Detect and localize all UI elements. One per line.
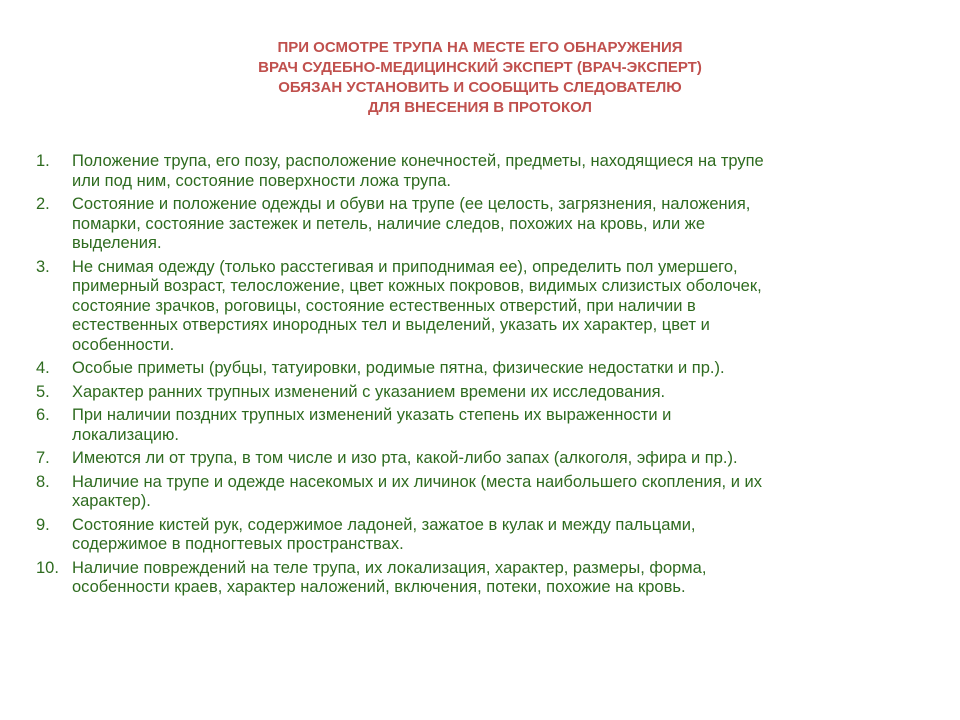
list-item [36, 359, 916, 379]
title-line: ВРАЧ СУДЕБНО-МЕДИЦИНСКИЙ ЭКСПЕРТ (ВРАЧ-ЭКСПЕРТ) [258, 59, 702, 76]
item-text-line: Характер ранних трупных изменений с указанием времени их исследования. [72, 382, 666, 401]
item-text-line: Положение трупа, его позу, расположение конечностей, предметы, находящиеся на трупе [72, 152, 764, 170]
item-number: 5. [36, 382, 50, 401]
item-number: 6. [36, 406, 50, 424]
list-item [36, 152, 916, 191]
list-item [36, 559, 916, 598]
item-text [72, 559, 916, 598]
item-number: 7. [36, 449, 50, 467]
item-number: 9. [36, 515, 50, 534]
list-item [36, 406, 916, 445]
item-number: 10. [36, 558, 59, 577]
list-item [36, 195, 916, 254]
item-text-line: выделения. [72, 234, 162, 252]
item-text-line: локализацию. [72, 425, 179, 444]
item-text-line: естественных отверстиях инородных тел и выделений, указать их характер, цвет и [72, 316, 710, 334]
list-item [36, 383, 916, 403]
item-text [72, 258, 916, 356]
item-text-line: Состояние кистей рук, содержимое ладоней, зажатое в кулак и между пальцами, [72, 515, 696, 534]
item-text-line: характер). [72, 492, 151, 510]
item-text-line: Не снимая одежду (только расстегивая и приподнимая ее), определить пол умершего, [72, 257, 738, 276]
item-text [72, 383, 916, 403]
item-text [72, 516, 916, 555]
item-text-line: Особые приметы (рубцы, татуировки, родимые пятна, физические недостатки и пр.). [72, 359, 725, 377]
item-text-line: или под ним, состояние поверхности ложа трупа. [72, 171, 451, 190]
title-line: ДЛЯ ВНЕСЕНИЯ В ПРОТОКОЛ [368, 99, 592, 116]
item-text-line: Наличие повреждений на теле трупа, их локализация, характер, размеры, форма, [72, 558, 707, 577]
item-number: 3. [36, 257, 50, 276]
list-item [36, 516, 916, 555]
item-text-line: примерный возраст, телосложение, цвет кожных покровов, видимых слизистых оболочек, [72, 277, 762, 295]
item-text-line: Состояние и положение одежды и обуви на трупе (ее целость, загрязнения, наложения, [72, 195, 751, 213]
item-text [72, 473, 916, 512]
item-text-line: особенности. [72, 335, 175, 354]
item-text-line: Имеются ли от трупа, в том числе и изо рта, какой-либо запах (алкоголя, эфира и пр.). [72, 449, 738, 467]
item-text-line: содержимое в подногтевых пространствах. [72, 535, 404, 553]
list-item [36, 473, 916, 512]
item-text-line: состояние зрачков, роговицы, состояние естественных отверстий, при наличии в [72, 296, 696, 315]
title-line: ОБЯЗАН УСТАНОВИТЬ И СООБЩИТЬ СЛЕДОВАТЕЛЮ [278, 79, 682, 96]
item-text-line: Наличие на трупе и одежде насекомых и их личинок (места наибольшего скопления, и их [72, 472, 762, 491]
item-number: 1. [36, 152, 50, 170]
item-number: 8. [36, 472, 50, 491]
numbered-list [36, 152, 916, 602]
list-item [36, 258, 916, 356]
item-text [72, 195, 916, 254]
item-text-line: помарки, состояние застежек и петель, наличие следов, похожих на кровь, или же [72, 214, 706, 233]
item-number: 4. [36, 359, 50, 377]
item-text-line: При наличии поздних трупных изменений указать степень их выраженности и [72, 406, 672, 424]
list-item [36, 449, 916, 469]
item-text [72, 152, 916, 191]
item-text [72, 406, 916, 445]
item-text-line: особенности краев, характер наложений, включения, потеки, похожие на кровь. [72, 578, 686, 596]
item-number: 2. [36, 195, 50, 213]
item-text [72, 359, 916, 379]
item-text [72, 449, 916, 469]
slide-title [120, 38, 840, 118]
title-line: ПРИ ОСМОТРЕ ТРУПА НА МЕСТЕ ЕГО ОБНАРУЖЕНИЯ [277, 39, 683, 56]
